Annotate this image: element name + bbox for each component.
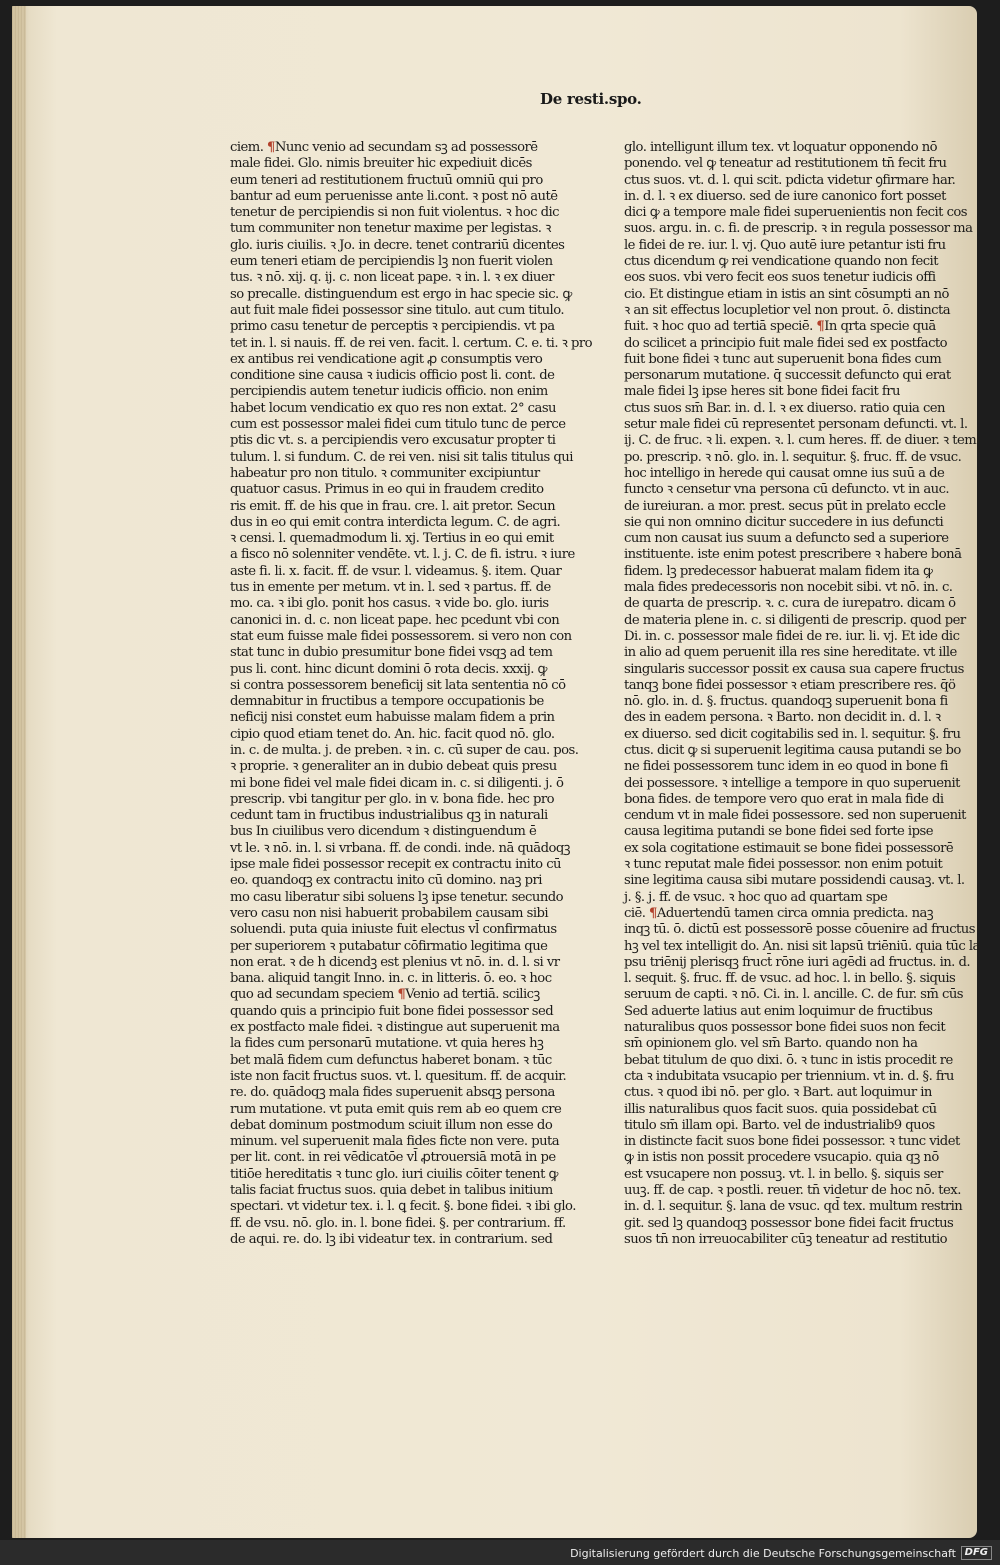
text-line: pus li. cont. hinc dicunt domini ō rota decis. xxxij. ꝙ: [230, 661, 547, 677]
text-line: cedunt tam in fructibus industrialibus qꝫ in naturali: [230, 808, 548, 824]
text-line: ex postfacto male fidei. ꝛ distingue aut superuenit ma: [230, 1020, 560, 1036]
text-line: ctus suos. vt. d. l. qui scit. pdicta videtur ꝯfirmare har.: [624, 172, 956, 188]
text-line: in. d. l. sequitur. §. lana de vsuc. qd̄ tex. multum restrin: [624, 1199, 963, 1215]
text-line: ꝛ censi. l. quemadmodum li. xj. Tertius in eo qui emit: [230, 531, 554, 547]
text-line: cendum vt in male fidei possessore. sed non superuenit: [624, 808, 966, 824]
left-text-column: [230, 140, 592, 1248]
text-line: est vsucapere non possuꝫ. vt. l. in bello. §. siquis ser: [624, 1166, 943, 1182]
text-line: git. sed lꝫ quandoqꝫ possessor bone fidei facit fructus: [624, 1215, 954, 1231]
text-line: male fidei. Glo. nimis breuiter hic expediuit dicēs: [230, 156, 532, 172]
text-line: per lit. cont. in rei vēdicatōe vl̄ ꝓtrouersiā motā in pe: [230, 1150, 556, 1166]
text-line: bantur ad eum peruenisse ante li.cont. ꝛ post nō autē: [230, 188, 558, 204]
text-line: cio. Et distingue etiam in istis an sint cōsumpti an nō: [624, 286, 949, 302]
text-line: ex antibus rei vendicatione agit ꝓ consumptis vero: [230, 351, 543, 367]
text-line: cta ꝛ indubitata vsucapio per triennium. vt in. d. §. fru: [624, 1068, 954, 1084]
text-line: tus. ꝛ nō. xij. q. ij. c. non liceat pape. ꝛ in. l. ꝛ ex diuer: [230, 270, 554, 286]
text-line: ꝙ in istis non possit procedere vsucapio. quia qꝫ nō: [624, 1150, 939, 1166]
text-line: hoc intelligo in herede qui causat omne ius suū a de: [624, 465, 945, 481]
text-line: ꝛ an sit effectus locupletior vel non prout. ō. distincta: [624, 302, 951, 318]
text-line: psu triēnij plerisqꝫ fruct̄ rōne iuri agēdi ad fructus. in. d.: [624, 954, 970, 970]
text-line: bebat titulum de quo dixi. ō. ꝛ tunc in istis procedit re: [624, 1052, 953, 1068]
text-line: la fides cum personarū mutatione. vt quia heres hꝫ: [230, 1036, 544, 1052]
text-line: ne fidei possessorem tunc idem in eo quod in bone fi: [624, 759, 948, 775]
text-line: mala fides predecessoris non nocebit sibi. vt nō. in. c.: [624, 580, 953, 596]
text-line: de quarta de prescrip. ꝛ. c. cura de iurepatro. dicam ō: [624, 596, 956, 612]
text-line: dus in eo qui emit contra interdicta legum. C. de agri.: [230, 514, 561, 530]
text-line: talis faciat fructus suos. quia debet in talibus initium: [230, 1183, 553, 1198]
text-line: ris emit. ff. de his que in frau. cre. l. ait pretor. Secun: [230, 498, 556, 514]
text-line: male fidei lꝫ ipse heres sit bone fidei facit fru: [624, 384, 900, 400]
text-line: cipio quod etiam tenet do. An. hic. facit quod nō. glo.: [230, 726, 555, 742]
text-line: quatuor casus. Primus in eo qui in fraudem credito: [230, 482, 544, 498]
funding-notice: Digitalisierung gefördert durch die Deutsche Forschungsgemeinschaft: [570, 1547, 956, 1560]
text-line: titiōe hereditatis ꝛ tunc glo. iuri ciuilis cōiter tenent ꝙ: [230, 1166, 558, 1182]
text-line: dei possessore. ꝛ intellige a tempore in quo superuenit: [624, 775, 960, 791]
text-line: ptis dic vt. s. a percipiendis vero excusatur propter ti: [230, 433, 556, 449]
text-line: sie qui non omnino dicitur succedere in ius defuncti: [624, 514, 944, 530]
text-line: po. prescrip. ꝛ nō. glo. in. l. sequitur. §. fruc. ff. de vsuc.: [624, 449, 962, 465]
text-line: suos tn̄ non irreuocabiliter cūꝫ teneatur ad restitutio: [624, 1231, 948, 1247]
text-line: mo casu liberatur sibi soluens lꝫ ipse tenetur. secundo: [230, 889, 564, 905]
text-line: bona fides. de tempore vero quo erat in mala fide di: [624, 791, 944, 807]
text-line: conditione sine causa ꝛ iudicis officio post li. cont. de: [230, 368, 555, 384]
text-line: per superiorem ꝛ putabatur cōfirmatio legitima que: [230, 938, 548, 954]
text-line: de aqui. re. do. lꝫ ibi videatur tex. in contrarium. sed: [230, 1231, 553, 1247]
text-line: sm̄ opinionem glo. vel sm̄ Barto. quando non ha: [624, 1036, 918, 1052]
text-line: glo. intelligunt illum tex. vt loquatur opponendo nō: [624, 140, 938, 155]
text-line: tus in emente per metum. vt in. l. sed ꝛ partus. ff. de: [230, 580, 551, 596]
text-line: in. d. l. ꝛ ex diuerso. sed de iure canonico fort posset: [624, 188, 946, 204]
text-line: eum teneri ad restitutionem fructuū omniū qui pro: [230, 172, 543, 188]
text-line: fuit bone fidei ꝛ tunc aut superuenit bona fides cum: [624, 351, 942, 367]
text-line: ciem. ¶Nunc venio ad secundam sꝫ ad possessorē: [230, 140, 538, 155]
text-line: nō. glo. in. d. §. fructus. quandoqꝫ superuenit bona fi: [624, 694, 948, 710]
text-line: quo ad secundam speciem ¶Venio ad tertiā. scilicꝫ: [230, 987, 540, 1003]
text-line: de materia plene in. c. si diligenti de prescrip. quod per: [624, 612, 966, 628]
text-line: tum communiter non tenetur maxime per legistas. ꝛ: [230, 221, 551, 237]
text-line: inqꝫ tū. ō. dictū est possessorē posse cōuenire ad fructus: [624, 922, 975, 938]
text-line: si contra possessorem beneficij sit lata sententia nō cō: [230, 677, 566, 693]
text-line: prescrip. vbi tangitur per glo. in v. bona fide. hec pro: [230, 791, 555, 807]
text-line: so precalle. distinguendum est ergo in hac specie sic. ꝙ: [230, 286, 572, 302]
text-line: j. §. j. ff. de vsuc. ꝛ hoc quo ad quartam spe: [624, 889, 888, 905]
text-line: bana. aliquid tangit Inno. in. c. in litteris. ō. eo. ꝛ hoc: [230, 971, 552, 987]
text-line: re. do. quādoqꝫ mala fides superuenit absqꝫ persona: [230, 1085, 555, 1101]
text-line: do scilicet a principio fuit male fidei sed ex postfacto: [624, 335, 948, 351]
text-line: vt le. ꝛ nō. in. l. si vrbana. ff. de condi. inde. nā quādoqꝫ: [230, 840, 570, 856]
dfg-logo: DFG: [961, 1546, 992, 1560]
text-line: ctus dicendum ꝙ rei vendicatione quando non fecit: [624, 254, 938, 270]
text-line: des in eadem persona. ꝛ Barto. non decidit in. d. l. ꝛ: [624, 710, 941, 726]
text-line: in. c. de multa. j. de preben. ꝛ in. c. cū super de cau. pos.: [230, 742, 579, 758]
text-line: Sed aduerte latius aut enim loquimur de fructibus: [624, 1003, 933, 1019]
text-line: in distincte facit suos bone fidei possessor. ꝛ tunc videt: [624, 1134, 960, 1150]
text-line: habet locum vendicatio ex quo res non extat. 2° casu: [230, 400, 556, 416]
text-line: cum non causat ius suum a defuncto sed a superiore: [624, 531, 949, 547]
text-line: minum. vel superuenit mala fides ficte non vere. puta: [230, 1134, 560, 1150]
text-line: tenetur de percipiendis si non fuit violentus. ꝛ hoc dic: [230, 205, 560, 221]
text-line: quando quis a principio fuit bone fidei possessor sed: [230, 1003, 554, 1019]
text-line: a fisco nō solenniter vendēte. vt. l. j. C. de fi. istru. ꝛ iure: [230, 547, 575, 563]
text-line: mi bone fidei vel male fidei dicam in. c. si diligenti. j. ō: [230, 775, 564, 791]
text-line: fuit. ꝛ hoc quo ad tertiā speciē. ¶In qrta specie quā: [624, 319, 936, 335]
text-line: canonici in. d. c. non liceat pape. hec pcedunt vbi con: [230, 612, 560, 628]
text-line: tulum. l. si fundum. C. de rei ven. nisi sit talis titulus qui: [230, 449, 573, 465]
paragraph-mark: ¶: [267, 140, 275, 155]
text-line: uuꝫ. ff. de cap. ꝛ postli. reuer. tn̄ videtur de hoc nō. tex.: [624, 1183, 961, 1198]
text-line: suos. argu. in. c. fi. de prescrip. ꝛ in regula possessor ma: [624, 221, 973, 237]
text-line: aste fi. li. x. facit. ff. de vsur. l. videamus. §. item. Quar: [230, 563, 562, 579]
text-line: percipiendis autem tenetur iudicis officio. non enim: [230, 384, 548, 400]
text-line: ctus suos sm̄ Bar. in. d. l. ꝛ ex diuerso. ratio quia cen: [624, 400, 945, 416]
text-line: vero casu non nisi habuerit probabilem causam sibi: [230, 905, 549, 921]
text-line: tet in. l. si nauis. ff. de rei ven. facit. l. certum. C. e. ti. ꝛ pro: [230, 335, 592, 351]
text-line: causa legitima putandi se bone fidei sed forte ipse: [624, 824, 933, 840]
text-line: ponendo. vel ꝙ teneatur ad restitutionem tn̄ fecit fru: [624, 156, 947, 172]
text-line: bus In ciuilibus vero dicendum ꝛ distinguendum ē: [230, 824, 537, 840]
text-line: ꝛ proprie. ꝛ generaliter an in dubio debeat quis presu: [230, 759, 557, 775]
text-line: ipse male fidei possessor recepit ex contractu inito cū: [230, 857, 561, 873]
paragraph-mark: ¶: [816, 319, 825, 335]
text-line: ex sola cogitatione estimauit se bone fidei possessorē: [624, 840, 954, 856]
text-line: instituente. iste enim potest prescribere ꝛ habere bonā: [624, 547, 962, 563]
text-line: ex diuerso. sed dicit cogitabilis sed in. l. sequitur. §. fru: [624, 726, 961, 742]
text-line: glo. iuris ciuilis. ꝛ Jo. in decre. tenet contrariū dicentes: [230, 237, 565, 253]
text-line: de iureiuran. a mor. prest. secus pūt in prelato eccle: [624, 498, 946, 514]
page-edge: [12, 6, 26, 1538]
text-line: stat eum fuisse male fidei possessorem. si vero non con: [230, 628, 572, 644]
text-line: tanqꝫ bone fidei possessor ꝛ etiam prescribere res. q̄ö: [624, 677, 956, 693]
text-line: ciē. ¶Aduertendū tamen circa omnia predicta. naꝫ: [624, 905, 934, 921]
text-line: sine legitima causa sibi mutare possidendi causaꝫ. vt. l.: [624, 873, 965, 889]
text-line: le fidei de re. iur. l. vj. Quo autē iure petantur isti fru: [624, 237, 946, 253]
text-line: Di. in. c. possessor male fidei de re. iur. li. vj. Et ide dic: [624, 628, 960, 644]
text-line: spectari. vt videtur tex. i. l. ꝗ fecit. §. bone fidei. ꝛ ibi glo.: [230, 1199, 576, 1215]
text-line: debat dominum postmodum sciuit illum non esse do: [230, 1117, 553, 1133]
text-line: habeatur pro non titulo. ꝛ communiter excipiuntur: [230, 465, 540, 481]
text-line: setur male fidei cū representet personam defuncti. vt. l.: [624, 417, 968, 433]
text-line: eos suos. vbi vero fecit eos suos tenetur iudicis offi: [624, 270, 936, 286]
text-line: stat tunc in dubio presumitur bone fidei vsqꝫ ad tem: [230, 645, 553, 661]
text-line: demnabitur in fructibus a tempore occupationis be: [230, 694, 544, 710]
text-line: functo ꝛ censetur vna persona cū defuncto. vt in auc.: [624, 482, 950, 498]
text-line: dici ꝙ a tempore male fidei superuenientis non fecit cos: [624, 205, 968, 221]
text-line: ꝛ tunc reputat male fidei possessor. non enim potuit: [624, 857, 943, 873]
text-line: illis naturalibus quos facit suos. quia possidebat cū: [624, 1101, 937, 1117]
paragraph-mark: ¶: [649, 905, 657, 921]
text-line: primo casu tenetur de perceptis ꝛ percipiendis. vt pa: [230, 319, 555, 335]
text-line: in alio ad quem peruenit illa res sine hereditate. vt ille: [624, 645, 957, 661]
text-line: ff. de vsu. nō. glo. in. l. bone fidei. §. per contrarium. ff.: [230, 1215, 566, 1231]
text-line: cum est possessor malei fidei cum titulo tunc de perce: [230, 417, 566, 433]
text-line: titulo sm̄ illam opi. Barto. vel de industrialib9 quos: [624, 1117, 935, 1133]
text-line: seruum de capti. ꝛ nō. Ci. in. l. ancille. C. de fur. sm̄ cūs: [624, 987, 963, 1003]
text-line: aut fuit male fidei possessor sine titulo. aut cum titulo.: [230, 302, 565, 318]
text-line: neficij nisi constet eum habuisse malam fidem a prin: [230, 710, 555, 726]
text-line: fidem. lꝫ predecessor habuerat malam fidem ita ꝙ: [624, 563, 933, 579]
text-line: iste non facit fructus suos. vt. l. quesitum. ff. de acquir.: [230, 1068, 567, 1084]
text-line: mo. ca. ꝛ ibi glo. ponit hos casus. ꝛ vide bo. glo. iuris: [230, 596, 549, 612]
text-line: naturalibus quos possessor bone fidei suos non fecit: [624, 1020, 946, 1036]
text-line: ij. C. de fruc. ꝛ li. expen. ꝛ. l. cum heres. ff. de diuer. ꝛ tem: [624, 433, 977, 449]
text-line: hꝫ vel tex intelligit do. An. nisi sit lapsū triēniū. quia tūc la: [624, 938, 980, 954]
text-line: personarum mutatione. q̄ successit defuncto qui erat: [624, 368, 951, 384]
text-line: ctus. dicit ꝙ si superuenit legitima causa putandi se bo: [624, 742, 961, 758]
text-line: l. sequit. §. fruc. ff. de vsuc. ad hoc. l. in bello. §. siquis: [624, 971, 956, 987]
text-line: non erat. ꝛ de h dicendꝫ est plenius vt nō. in. d. l. si vr: [230, 954, 560, 970]
paragraph-mark: ¶: [397, 987, 406, 1003]
text-line: ctus. ꝛ quod ibi nō. per glo. ꝛ Bart. aut loquimur in: [624, 1085, 932, 1101]
running-head: De resti.spo.: [540, 90, 642, 108]
right-text-column: [624, 140, 980, 1248]
text-line: soluendi. puta quia iniuste fuit electus vl̄ confirmatus: [230, 922, 557, 938]
text-line: bet malā fidem cum defunctus haberet bonam. ꝛ tūc: [230, 1052, 552, 1068]
text-line: eo. quandoqꝫ ex contractu inito cū domino. naꝫ pri: [230, 873, 542, 889]
text-line: eum teneri etiam de percipiendis lꝫ non fuerit violen: [230, 254, 553, 270]
text-line: rum mutatione. vt puta emit quis rem ab eo quem cre: [230, 1101, 562, 1117]
text-line: singularis successor possit ex causa sua capere fructus: [624, 661, 964, 677]
